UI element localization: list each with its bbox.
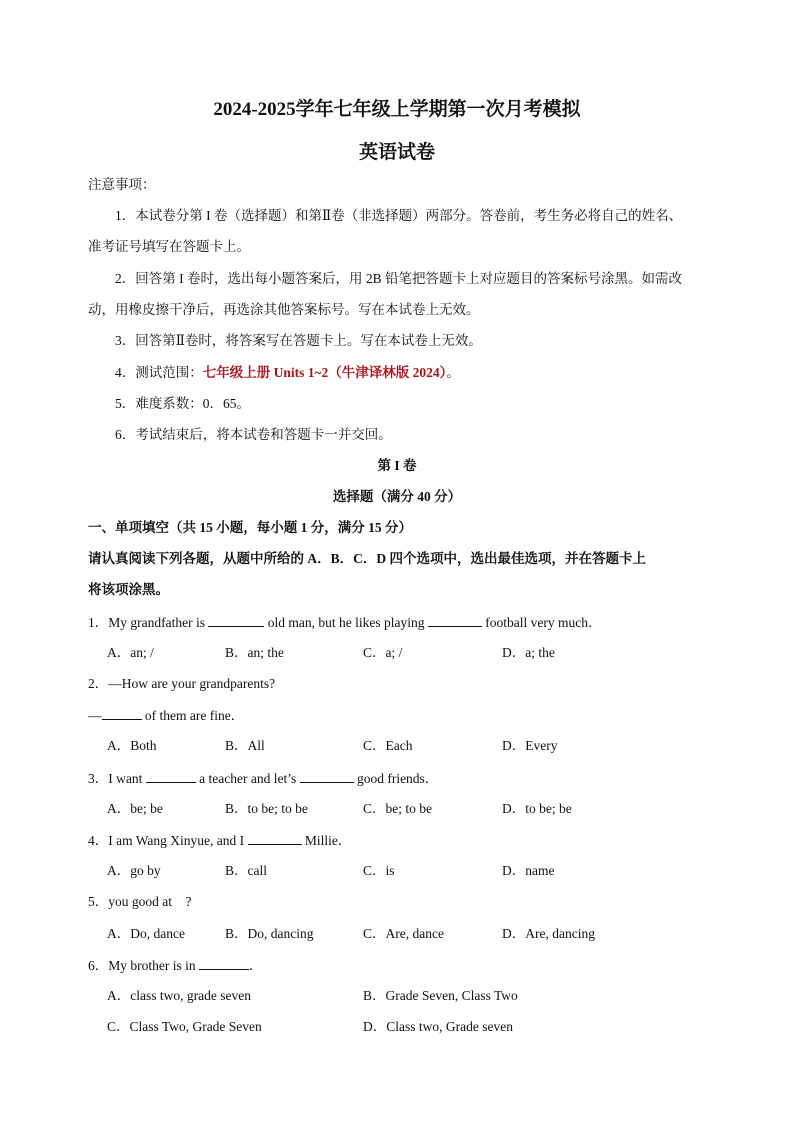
q4-option-a[interactable]: A．go by [107,863,161,878]
notice-item-4-suffix: 。 [446,365,460,380]
q6-option-c[interactable]: C．Class Two, Grade Seven [107,1019,262,1034]
q4-option-d[interactable]: D．name [502,863,555,878]
notice-item-2a: 2．回答第 I 卷时，选出每小题答案后，用 2B 铅笔把答题卡上对应题目的答案标号涂黑。如需改 [115,271,682,286]
q6-option-a[interactable]: A．class two, grade seven [107,988,251,1003]
q3-option-b[interactable]: B．to be; to be [225,801,308,816]
notice-heading: 注意事项： [88,177,156,192]
instruction-line-a: 请认真阅读下列各题，从题中所给的 A．B．C．D 四个选项中，选出最佳选项，并在答题卡上 [88,551,647,566]
question-4: 4．I am Wang Xinyue, and I Millie． [88,833,352,848]
volume-heading: 第 I 卷 [377,458,417,473]
notice-item-4-prefix: 4．测试范围： [115,365,203,380]
q1-option-c[interactable]: C．a; / [363,645,403,660]
answer-blank[interactable] [146,769,196,783]
q5-option-d[interactable]: D．Are, dancing [502,926,595,941]
q1-option-b[interactable]: B．an; the [225,645,284,660]
question-6: 6．My brother is in ． [88,958,263,973]
q3-option-d[interactable]: D．to be; be [502,801,572,816]
q3-option-c[interactable]: C．be; to be [363,801,432,816]
question-2: 2．—How are your grandparents? [88,676,276,691]
answer-blank[interactable] [248,831,302,845]
exam-title: 2024-2025学年七年级上学期第一次月考模拟 [213,99,581,120]
q2-option-b[interactable]: B．All [225,738,265,753]
section-title: 选择题（满分 40 分） [332,489,462,504]
q6-option-d[interactable]: D．Class two, Grade seven [363,1019,513,1034]
q4-option-c[interactable]: C．is [363,863,395,878]
exam-subtitle: 英语试卷 [358,142,435,163]
q5-option-a[interactable]: A．Do, dance [107,926,185,941]
question-5: 5．you good at ? [88,894,192,909]
notice-item-1b: 准考证号填写在答题卡上。 [88,239,250,254]
q2-option-a[interactable]: A．Both [107,738,157,753]
q4-option-b[interactable]: B．call [225,863,267,878]
answer-blank[interactable] [300,769,354,783]
answer-blank[interactable] [102,706,142,720]
notice-item-5: 5．难度系数：0．65。 [115,396,250,411]
q5-option-c[interactable]: C．Are, dance [363,926,444,941]
notice-item-6: 6．考试结束后，将本试卷和答题卡一并交回。 [115,427,392,442]
notice-item-4 [115,364,460,382]
test-range: 七年级上册 Units 1~2（牛津译林版 2024） [202,365,447,380]
question-2-response: — of them are fine． [88,708,245,723]
instruction-line-b: 将该项涂黑。 [88,582,169,597]
answer-blank[interactable] [428,613,482,627]
answer-blank[interactable] [199,956,249,970]
q3-option-a[interactable]: A．be; be [107,801,163,816]
q5-option-b[interactable]: B．Do, dancing [225,926,314,941]
notice-item-3: 3．回答第Ⅱ卷时，将答案写在答题卡上。写在本试卷上无效。 [115,333,482,348]
notice-item-2b: 动，用橡皮擦干净后，再选涂其他答案标号。写在本试卷上无效。 [88,302,480,317]
q6-option-b[interactable]: B．Grade Seven, Class Two [363,988,518,1003]
question-3: 3．I want a teacher and let’s good friends． [88,771,439,786]
q2-option-c[interactable]: C．Each [363,738,413,753]
q1-option-d[interactable]: D．a; the [502,645,555,660]
answer-blank[interactable] [208,613,264,627]
notice-item-1a: 1．本试卷分第 I 卷（选择题）和第Ⅱ卷（非选择题）两部分。答卷前，考生务必将自己的姓名、 [115,208,683,223]
q2-option-d[interactable]: D．Every [502,738,558,753]
question-1: 1．My grandfather is old man, but he likes playing football very much． [88,615,602,630]
q1-option-a[interactable]: A．an; / [107,645,154,660]
section-one-heading: 一、单项填空（共 15 小题，每小题 1 分，满分 15 分） [88,520,412,535]
